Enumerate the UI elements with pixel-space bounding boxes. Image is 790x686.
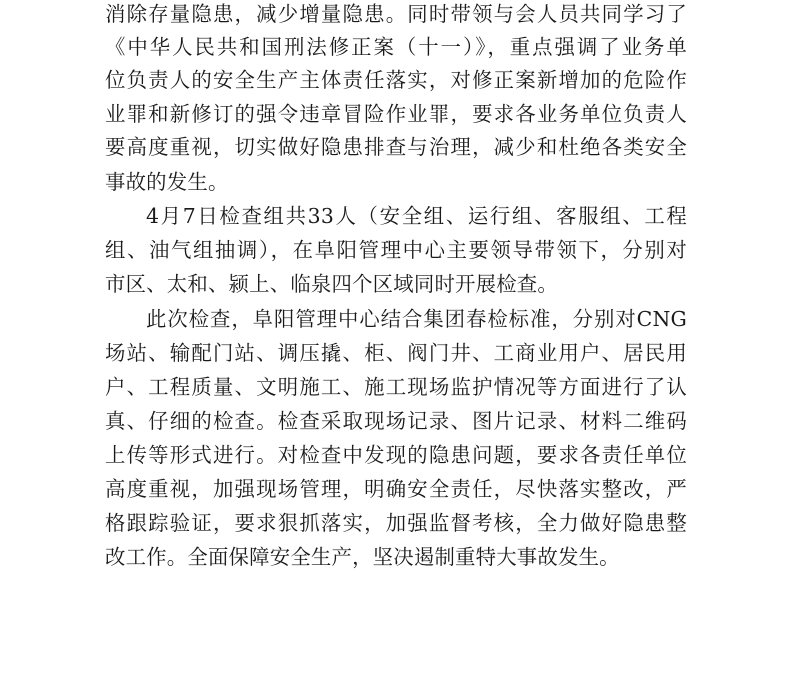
paragraph-line: 组、油气组抽调），在阜阳管理中心主要领导带领下，分别对 [105, 238, 687, 262]
paragraph-line: 高度重视，加强现场管理，明确安全责任，尽快落实整改，严 [105, 477, 687, 501]
paragraph-line: 上传等形式进行。对检查中发现的隐患问题，要求各责任单位 [105, 443, 687, 467]
paragraph-line: 《中华人民共和国刑法修正案（十一）》，重点强调了业务单 [105, 35, 687, 59]
paragraph-first-line: 此次检查，阜阳管理中心结合集团春检标准，分别对CNG [146, 307, 687, 331]
paragraph-line: 消除存量隐患，减少增量隐患。同时带领与会人员共同学习了 [105, 2, 687, 26]
paragraph-line: 市区、太和、颍上、临泉四个区域同时开展检查。 [105, 272, 558, 296]
paragraph-line: 格跟踪验证，要求狠抓落实，加强监督考核，全力做好隐患整 [105, 511, 687, 535]
paragraph-line: 业罪和新修订的强令违章冒险作业罪，要求各业务单位负责人 [105, 102, 687, 126]
paragraph-line: 事故的发生。 [105, 170, 229, 194]
paragraph-line: 真、仔细的检查。检查采取现场记录、图片记录、材料二维码 [105, 409, 687, 433]
paragraph-line: 要高度重视，切实做好隐患排查与治理，减少和杜绝各类安全 [105, 135, 687, 159]
paragraph-line: 改工作。全面保障安全生产，坚决遏制重特大事故发生。 [105, 545, 620, 569]
paragraph-line: 户、工程质量、文明施工、施工现场监护情况等方面进行了认 [105, 375, 687, 399]
paragraph-first-line: 4月7日检查组共33人（安全组、运行组、客服组、工程 [146, 204, 687, 228]
paragraph-line: 位负责人的安全生产主体责任落实，对修正案新增加的危险作 [105, 68, 687, 92]
paragraph-line: 场站、输配门站、调压撬、柜、阀门井、工商业用户、居民用 [105, 341, 687, 365]
